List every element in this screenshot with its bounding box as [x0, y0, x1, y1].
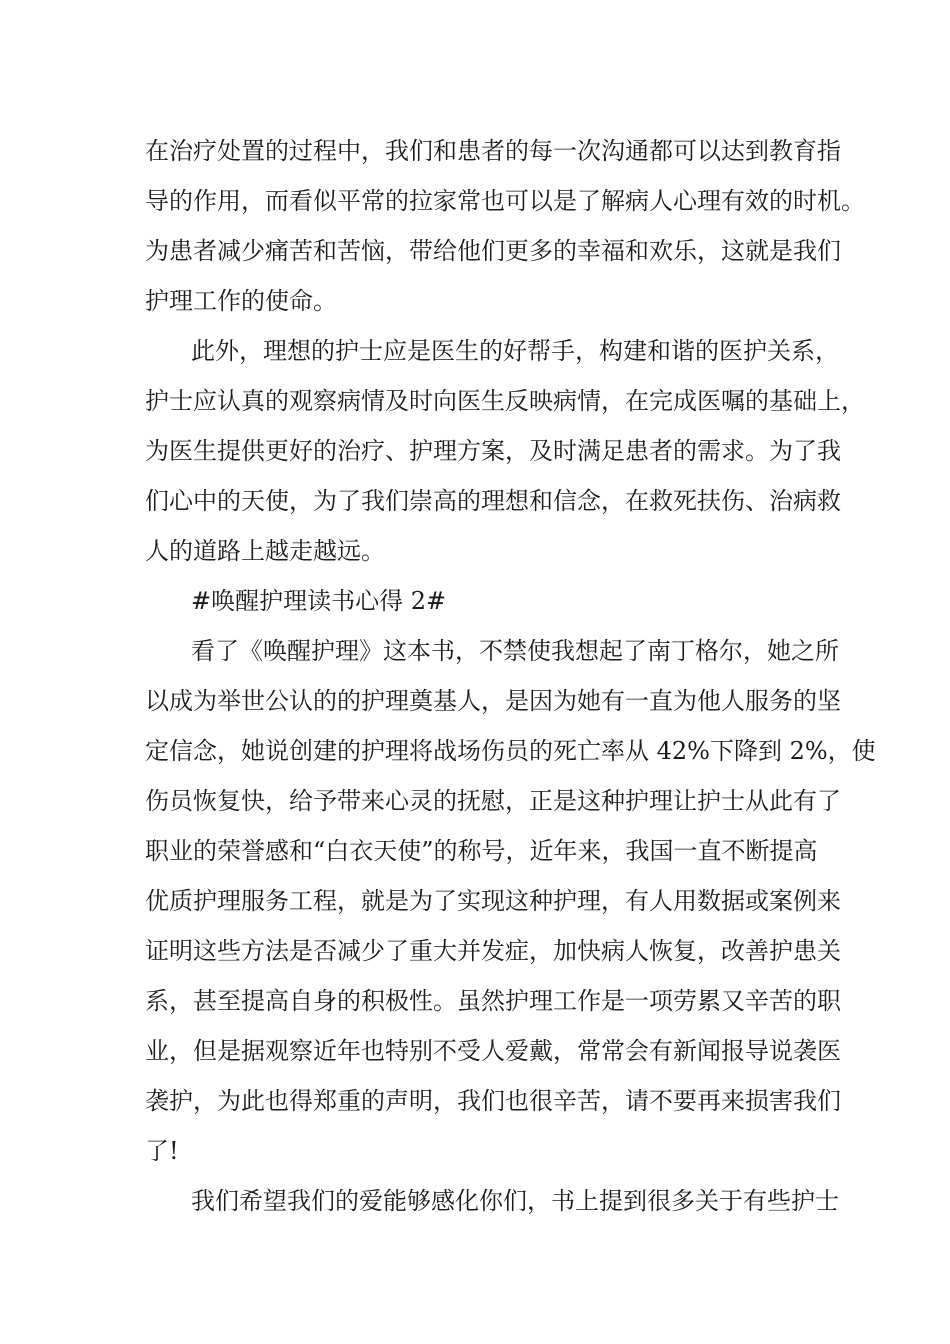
text-line: 在治疗处置的过程中，我们和患者的每一次沟通都可以达到教育指 — [145, 137, 841, 165]
text-line: 定信念，她说创建的护理将战场伤员的死亡率从 42%下降到 2%，使 — [145, 737, 876, 765]
text-line: 证明这些方法是否减少了重大并发症，加快病人恢复，改善护患关 — [145, 937, 841, 965]
document-body — [145, 131, 876, 1231]
text-line: 人的道路上越走越远。 — [145, 537, 385, 565]
text-line: 护理工作的使命。 — [145, 287, 337, 315]
section-heading: #唤醒护理读书心得 2# — [191, 587, 447, 615]
text-line: 系，甚至提高自身的积极性。虽然护理工作是一项劳累又辛苦的职 — [145, 987, 841, 1015]
text-line: 为医生提供更好的治疗、护理方案，及时满足患者的需求。为了我 — [145, 437, 841, 465]
text-line: 护士应认真的观察病情及时向医生反映病情，在完成医嘱的基础上， — [145, 387, 865, 415]
text-line: 袭护，为此也得郑重的声明，我们也很辛苦，请不要再来损害我们 — [145, 1087, 841, 1115]
text-line: 导的作用，而看似平常的拉家常也可以是了解病人心理有效的时机。 — [145, 187, 865, 215]
text-line: 此外，理想的护士应是医生的好帮手，构建和谐的医护关系， — [191, 337, 839, 365]
text-line: 为患者减少痛苦和苦恼，带给他们更多的幸福和欢乐，这就是我们 — [145, 237, 841, 265]
text-line: 伤员恢复快，给予带来心灵的抚慰，正是这种护理让护士从此有了 — [145, 787, 841, 815]
text-line: 业，但是据观察近年也特别不受人爱戴，常常会有新闻报导说袭医 — [145, 1037, 841, 1065]
text-line: 了! — [145, 1137, 179, 1165]
text-line: 看了《唤醒护理》这本书，不禁使我想起了南丁格尔，她之所 — [191, 637, 839, 665]
text-line: 们心中的天使，为了我们崇高的理想和信念，在救死扶伤、治病救 — [145, 487, 841, 515]
text-line: 以成为举世公认的的护理奠基人，是因为她有一直为他人服务的坚 — [145, 687, 841, 715]
text-line: 职业的荣誉感和“白衣天使”的称号，近年来，我国一直不断提高 — [145, 837, 818, 865]
text-line: 优质护理服务工程，就是为了实现这种护理，有人用数据或案例来 — [145, 887, 841, 915]
text-line: 我们希望我们的爱能够感化你们，书上提到很多关于有些护士 — [191, 1187, 839, 1215]
